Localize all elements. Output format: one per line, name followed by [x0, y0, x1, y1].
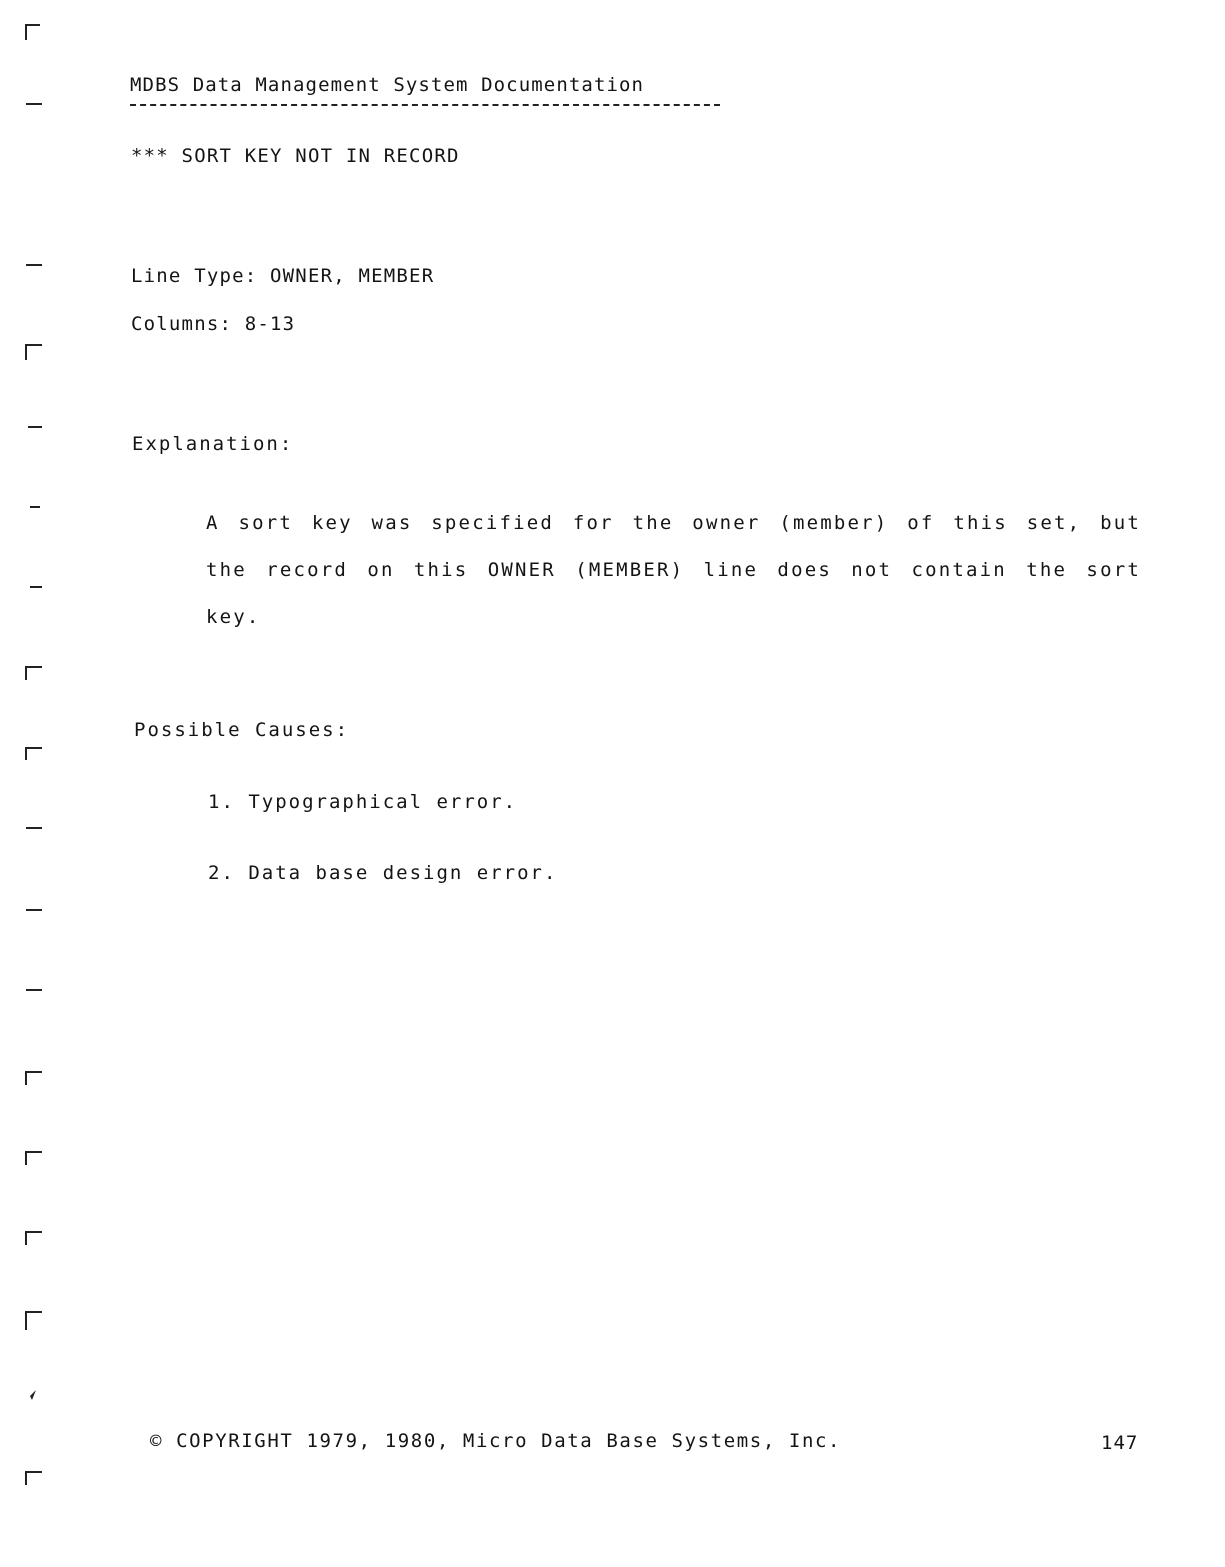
- error-title: *** SORT KEY NOT IN RECORD: [131, 145, 460, 167]
- cause-item: 1. Typographical error.: [208, 791, 518, 813]
- document-header: MDBS Data Management System Documentation: [130, 74, 645, 96]
- cause-item: 2. Data base design error.: [208, 862, 558, 884]
- page-number: 147: [1101, 1432, 1139, 1454]
- columns: Columns: 8-13: [131, 313, 296, 335]
- line-type: Line Type: OWNER, MEMBER: [131, 265, 435, 287]
- explanation-heading: Explanation:: [132, 433, 294, 455]
- margin-marks: [20, 0, 50, 1567]
- copyright-notice: © COPYRIGHT 1979, 1980, Micro Data Base Systems, Inc.: [150, 1430, 842, 1452]
- explanation-text: A sort key was specified for the owner (member) of this set, but the record on this OWNER (MEMBER) line does not contain the sort key.: [206, 512, 1141, 628]
- causes-heading: Possible Causes:: [134, 719, 350, 741]
- header-rule: [130, 104, 720, 106]
